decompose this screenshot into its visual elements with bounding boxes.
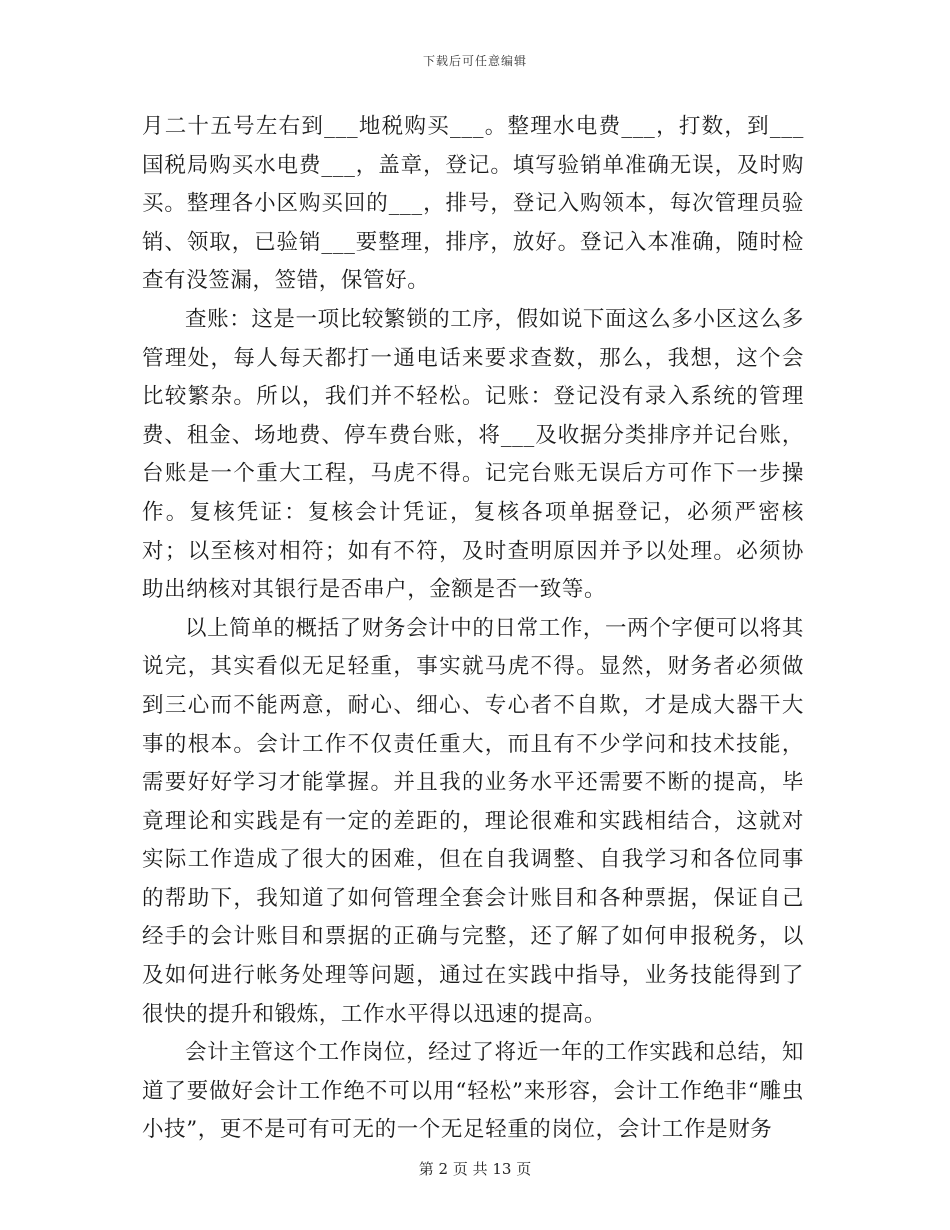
- page-header-note: 下载后可任意编辑: [422, 54, 527, 68]
- paragraph-4: 会计主管这个工作岗位，经过了将近一年的工作实践和总结，知道了要做好会计工作绝不可以用“轻松”来形容，会计工作绝非“雕虫小技”，更不是可有可无的一个无足轻重的岗位，会计工作是财务: [142, 1040, 804, 1143]
- document-body: [142, 108, 804, 1150]
- paragraph-3: 以上简单的概括了财务会计中的日常工作，一两个字便可以将其说完，其实看似无足轻重，事实就马虎不得。显然，财务者必须做到三心而不能两意，耐心、细心、专心者不自欺，才是成大器干大事的根本。会计工作不仅责任重大，而且有不少学问和技术技能，需要好好学习才能掌握。并且我的业务水平还需要不断的提高，毕竟理论和实践是有一定的差距的，理论很难和实践相结合，这就对实际工作造成了很大的困难，但在自我调整、自我学习和各位同事的帮助下，我知道了如何管理全套会计账目和各种票据，保证自己经手的会计账目和票据的正确与完整，还了解了如何申报税务，以及如何进行帐务处理等问题，通过在实践中指导，业务技能得到了很快的提升和锻炼，工作水平得以迅速的提高。: [142, 615, 804, 1027]
- paragraph-2: 查账：这是一项比较繁锁的工序，假如说下面这么多小区这么多管理处，每人每天都打一通电话来要求查数，那么，我想，这个会比较繁杂。所以，我们并不轻松。记账：登记没有录入系统的管理费、租金、场地费、停车费台账，将___及收据分类排序并记台账，台账是一个重大工程，马虎不得。记完台账无误后方可作下一步操作。复核凭证：复核会计凭证，复核各项单据登记，必须严密核对；以至核对相符；如有不符，及时查明原因并予以处理。必须协助出纳核对其银行是否串户，金额是否一致等。: [142, 306, 804, 603]
- page-number-footer: 第 2 页 共 13 页: [418, 1160, 532, 1178]
- paragraph-1: 月二十五号左右到___地税购买___。整理水电费___，打数，到___国税局购买水电费___，盖章，登记。填写验销单准确无误，及时购买。整理各小区购买回的___，排号，登记入购领本，每次管理员验销、领取，已验销___要整理，排序，放好。登记入本准确，随时检查有没签漏，签错，保管好。: [142, 114, 804, 294]
